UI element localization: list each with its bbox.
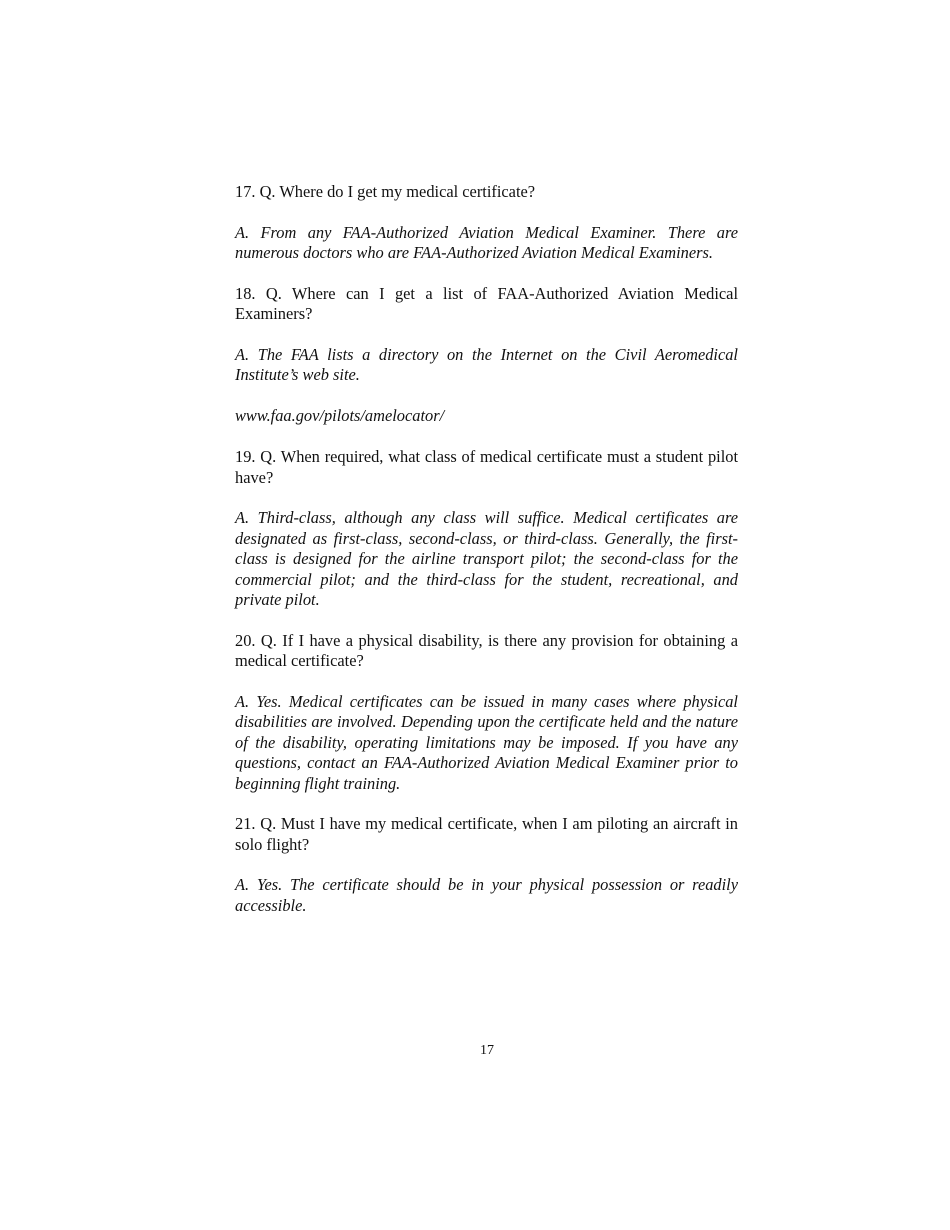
page-number: 17 (480, 1043, 494, 1058)
question-21: 21. Q. Must I have my medical certificate, when I am piloting an aircraft in solo flight? (235, 814, 738, 854)
question-17: 17. Q. Where do I get my medical certificate? (235, 182, 536, 201)
question-19: 19. Q. When required, what class of medical certificate must a student pilot have? (235, 447, 738, 487)
question-20: 20. Q. If I have a physical disability, is there any provision for obtaining a medical certificate? (235, 630, 738, 670)
answer-17: A. From any FAA-Authorized Aviation Medical Examiner. There are numerous doctors who are FAA-Authorized Aviation Medical Examiners. (235, 222, 738, 262)
answer-20: A. Yes. Medical certificates can be issued in many cases where physical disabilities are involved. Depending upon the certificate held and the nature of the disability, operating limitations may be imposed. If you have any questions, contact an FAA-Authorized Aviation Medical Examiner prior to beginning flight training. (235, 691, 738, 793)
answer-21: A. Yes. The certificate should be in your physical possession or readily accessible. (235, 875, 738, 915)
answer-18: A. The FAA lists a directory on the Internet on the Civil Aeromedical Institute’s web site. (235, 344, 738, 384)
question-18: 18. Q. Where can I get a list of FAA-Authorized Aviation Medical Examiners? (235, 283, 738, 323)
amelocator-link: www.faa.gov/pilots/amelocator/ (235, 405, 445, 425)
answer-19: A. Third-class, although any class will suffice. Medical certificates are designated as first-class, second-class, or third-class. Generally, the first-class is designed for the airline transport pilot; the second-class for the commercial pilot; and the third-class for the student, recreational, and private pilot. (235, 508, 738, 609)
document-body (235, 182, 738, 936)
